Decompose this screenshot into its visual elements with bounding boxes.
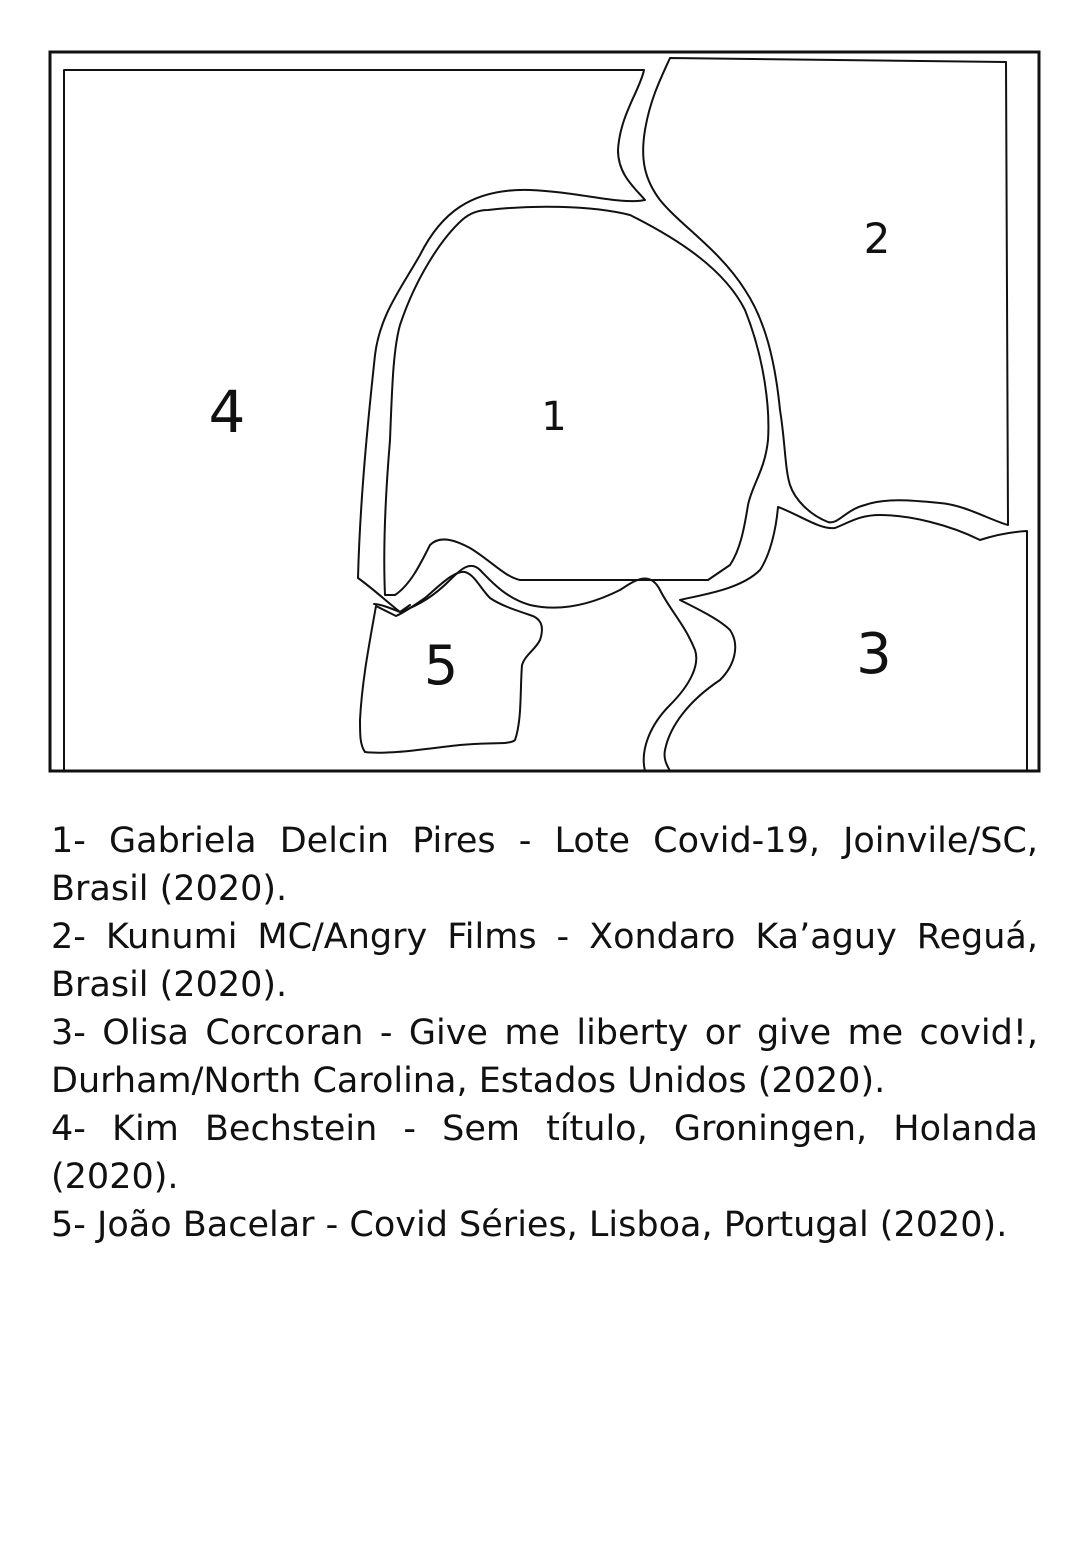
legend-list bbox=[51, 817, 1038, 1249]
legend-item-2: 2- Kunumi MC/Angry Films - Xondaro Ka’aguy Reguá, Brasil (2020). bbox=[51, 917, 1038, 1005]
region-3-outline bbox=[665, 507, 1027, 771]
region-1-outline bbox=[384, 207, 768, 595]
region-label-2: 2 bbox=[863, 214, 891, 263]
region-1-5-separator bbox=[374, 566, 696, 771]
region-2-outline bbox=[643, 58, 1008, 525]
region-label-3: 3 bbox=[856, 622, 892, 687]
legend-item-1: 1- Gabriela Delcin Pires - Lote Covid-19, Joinvile/SC, Brasil (2020). bbox=[51, 821, 1038, 909]
region-label-5: 5 bbox=[423, 634, 459, 697]
region-label-4: 4 bbox=[208, 378, 246, 446]
legend-item-5: 5- João Bacelar - Covid Séries, Lisboa, Portugal (2020). bbox=[51, 1205, 1008, 1245]
region-label-1: 1 bbox=[541, 394, 567, 440]
legend-item-4: 4- Kim Bechstein - Sem título, Groningen, Holanda (2020). bbox=[51, 1109, 1038, 1197]
legend-item-3: 3- Olisa Corcoran - Give me liberty or give me covid!, Durham/North Carolina, Estados Unidos (2020). bbox=[51, 1013, 1038, 1101]
